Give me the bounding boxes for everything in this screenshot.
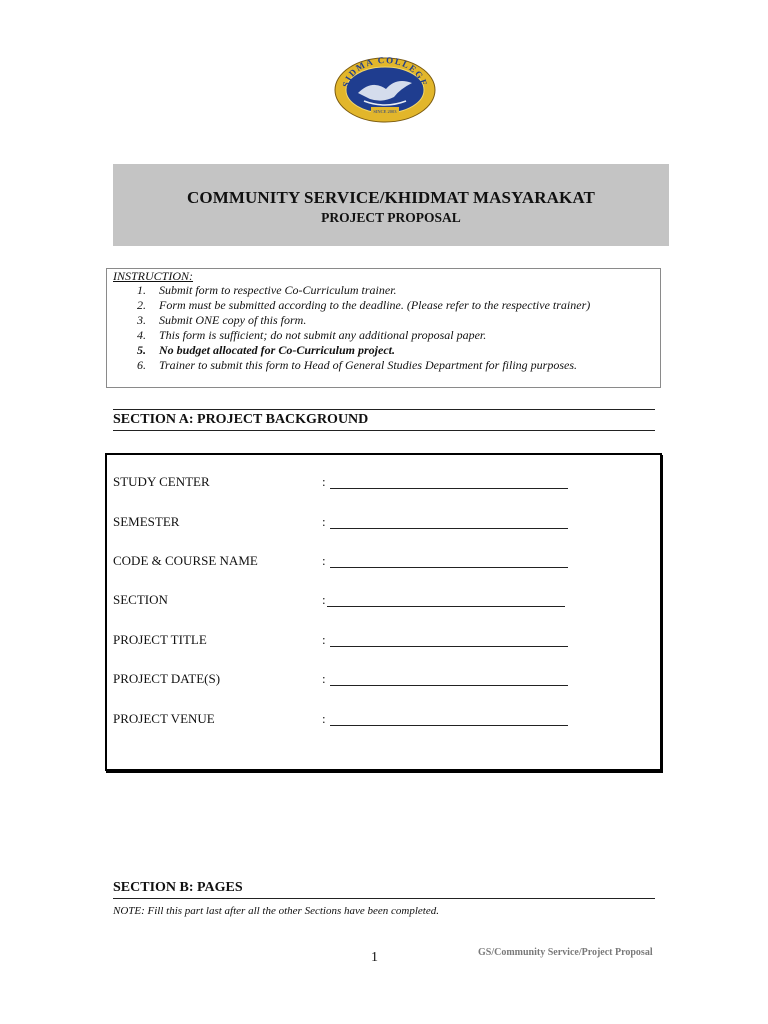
instruction-item: 1. Submit form to respective Co-Curriculum trainer. <box>137 283 397 297</box>
document-title: COMMUNITY SERVICE/KHIDMAT MASYARAKAT <box>187 188 595 207</box>
field-colon: : <box>322 671 326 686</box>
field-colon: : <box>322 711 326 726</box>
study-center-input-line[interactable] <box>330 488 568 489</box>
field-label-semester: SEMESTER <box>113 514 180 529</box>
section-input-line[interactable] <box>327 606 565 607</box>
instruction-item: 5. No budget allocated for Co-Curriculum project. <box>137 343 396 357</box>
logo-text: SIDMA COLLEGE <box>340 57 430 89</box>
field-colon: : <box>322 632 326 647</box>
logo-subtext: SINCE 2003 <box>373 109 397 114</box>
title-banner <box>113 164 669 246</box>
section-a-title: SECTION A: PROJECT BACKGROUND <box>113 412 369 427</box>
instruction-item: 6. Trainer to submit this form to Head of General Studies Department for filing purposes. <box>137 358 578 372</box>
field-label-study-center: STUDY CENTER <box>113 474 210 489</box>
instruction-item: 4. This form is sufficient; do not submit any additional proposal paper. <box>137 328 487 342</box>
field-colon: : <box>322 592 326 607</box>
semester-input-line[interactable] <box>330 528 568 529</box>
field-label-project-venue: PROJECT VENUE <box>113 711 215 726</box>
project-venue-input-line[interactable] <box>330 725 568 726</box>
field-colon: : <box>322 514 326 529</box>
field-colon: : <box>322 553 326 568</box>
field-label-project-dates: PROJECT DATE(S) <box>113 671 221 686</box>
project-dates-input-line[interactable] <box>330 685 568 686</box>
instruction-heading: INSTRUCTION: <box>113 269 194 283</box>
page-number: 1 <box>371 950 378 965</box>
instruction-item: 3. Submit ONE copy of this form. <box>137 313 307 327</box>
instruction-box <box>106 268 661 388</box>
field-label-project-title: PROJECT TITLE <box>113 632 207 647</box>
section-b-note: NOTE: Fill this part last after all the other Sections have been completed. <box>113 905 439 917</box>
document-reference: GS/Community Service/Project Proposal <box>478 947 653 958</box>
field-label-section: SECTION <box>113 592 168 607</box>
document-subtitle: PROJECT PROPOSAL <box>321 210 461 225</box>
section-a-top-rule <box>113 409 655 410</box>
instruction-item: 2. Form must be submitted according to the deadline. (Please refer to the respective trainer) <box>137 298 591 312</box>
section-b-title: SECTION B: PAGES <box>113 880 243 895</box>
field-label-code-course-name: CODE & COURSE NAME <box>113 553 258 568</box>
code-course-name-input-line[interactable] <box>330 567 568 568</box>
section-b-rule <box>113 898 655 899</box>
field-colon: : <box>322 474 326 489</box>
section-a-bottom-rule <box>113 430 655 431</box>
college-logo <box>334 57 436 123</box>
project-title-input-line[interactable] <box>330 646 568 647</box>
